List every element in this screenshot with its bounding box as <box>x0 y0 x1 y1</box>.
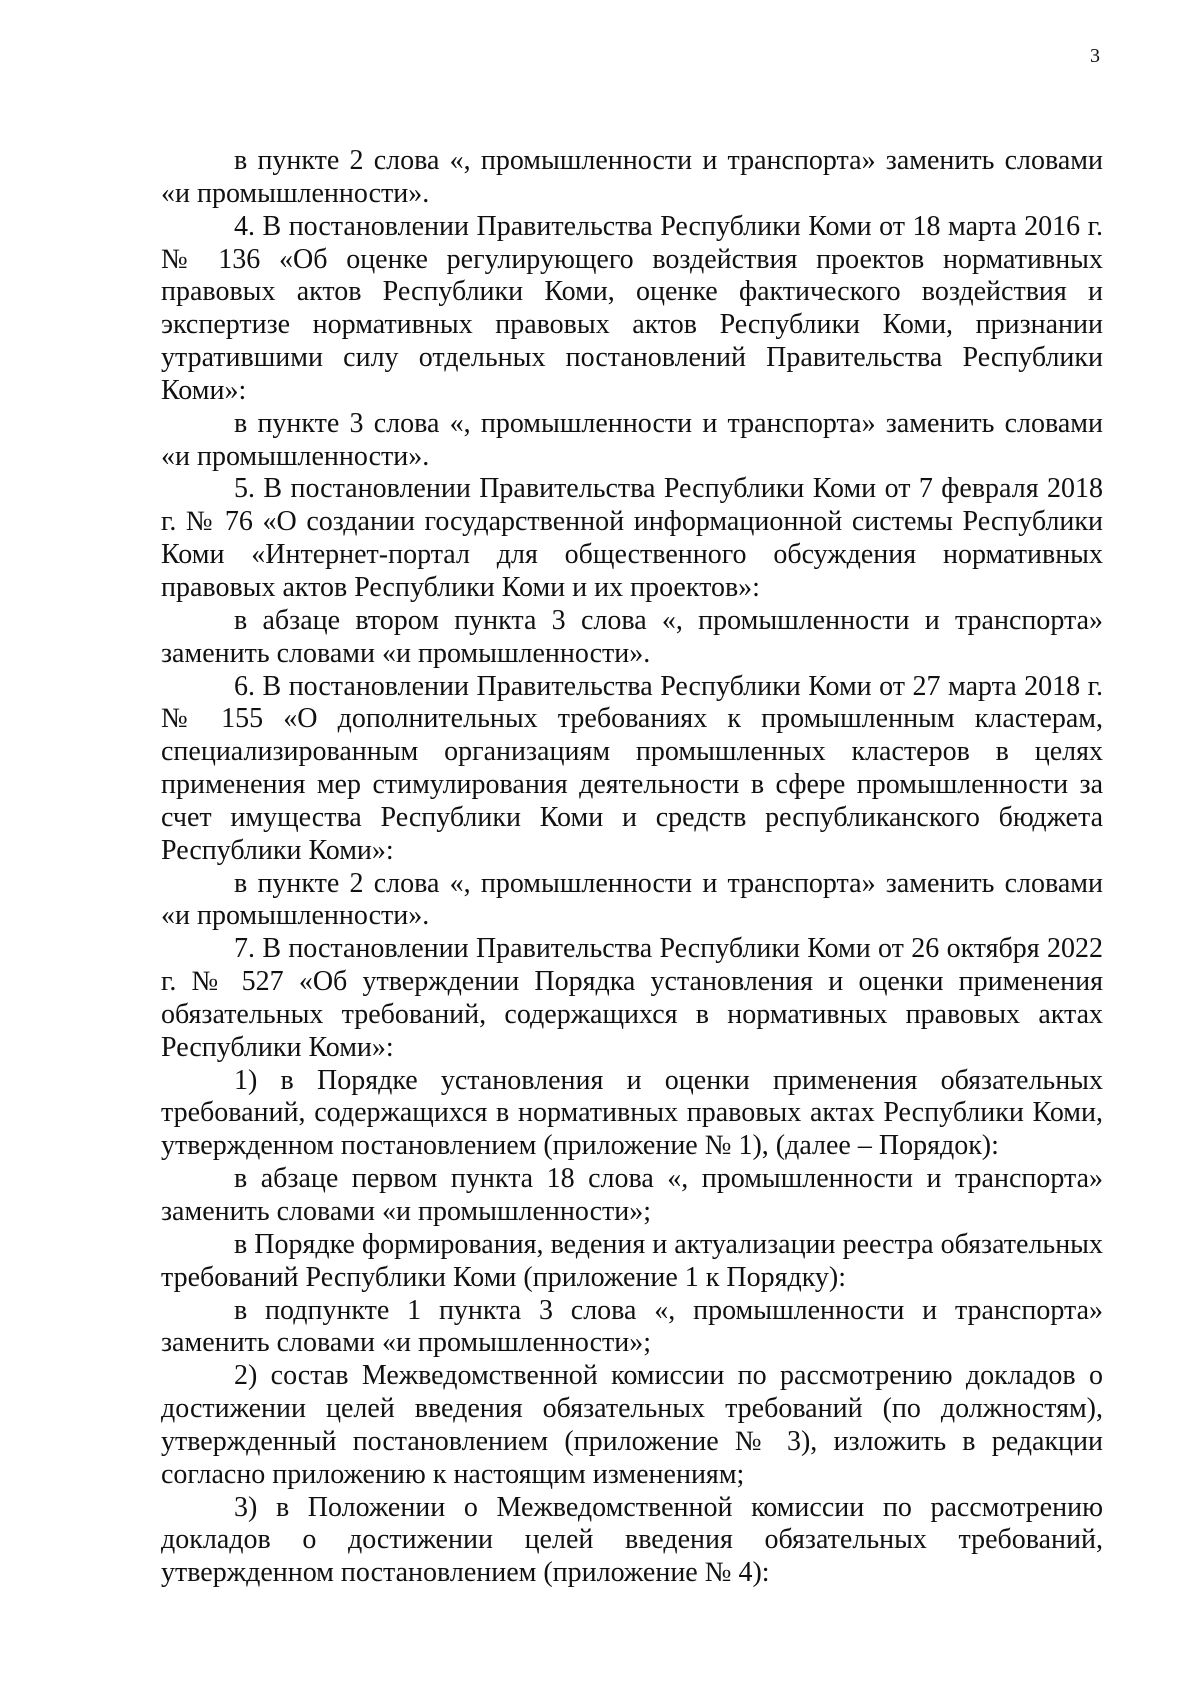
paragraph-subitem-1-amendment-a: в абзаце первом пункта 18 слова «, промышленности и транспорта» заменить словами «и промышленности»; <box>161 1163 1103 1227</box>
paragraph-subitem-1: 1) в Порядке установления и оценки применения обязательных требований, содержащихся в нормативных правовых актах Республики Коми, утвержденном постановлением (приложение № 1), (далее – Порядок): <box>161 1064 1103 1162</box>
paragraph-item-5-amendment: в абзаце втором пункта 3 слова «, промышленности и транспорта» заменить словами «и промышленности». <box>161 604 1103 669</box>
paragraph-subitem-2: 2) состав Межведомственной комиссии по рассмотрению докладов о достижении целей введения обязательных требований (по должностям), утвержденный постановлением (приложение № 3), изложить в редакции согласно приложению к настоящим изменениям; <box>161 1360 1103 1490</box>
paragraph-item-7: 7. В постановлении Правительства Республики Коми от 26 октября 2022 г. № 527 «Об утверждении Порядка установления и оценки применения обязательных требований, содержащихся в нормативных правовых актах Республики Коми»: <box>161 933 1103 1063</box>
paragraph-subitem-1-amendment-b: в подпункте 1 пункта 3 слова «, промышленности и транспорта» заменить словами «и промышленности»; <box>161 1294 1103 1359</box>
paragraph-item-6-amendment: в пункте 2 слова «, промышленности и транспорта» заменить словами «и промышленности». <box>161 867 1103 932</box>
paragraph-item-5: 5. В постановлении Правительства Республики Коми от 7 февраля 2018 г. № 76 «О создании государственной информационной системы Республики Коми «Интернет-портал для общественного обсуждения нормативных правовых актов Республики Коми и их проектов»: <box>161 473 1103 603</box>
paragraph-item-4: 4. В постановлении Правительства Республики Коми от 18 марта 2016 г. № 136 «Об оценке регулирующего воздействия проектов нормативных правовых актов Республики Коми, оценке фактического воздействия и экспертизе нормативных правовых актов Республики Коми, признании утратившими силу отдельных постановлений Правительства Республики Коми»: <box>161 210 1103 406</box>
page-number: 3 <box>1090 45 1100 67</box>
paragraph-subitem-3: 3) в Положении о Межведомственной комиссии по рассмотрению докладов о достижении целей введения обязательных требований, утвержденном постановлением (приложение № 4): <box>161 1491 1103 1589</box>
document-body <box>161 145 1103 1590</box>
paragraph-item-4-amendment: в пункте 3 слова «, промышленности и транспорта» заменить словами «и промышленности». <box>161 407 1103 472</box>
paragraph-1: в пункте 2 слова «, промышленности и транспорта» заменить словами «и промышленности». <box>161 145 1103 209</box>
paragraph-subitem-1-registry: в Порядке формирования, ведения и актуализации реестра обязательных требований Республики Коми (приложение 1 к Порядку): <box>161 1228 1103 1293</box>
paragraph-item-6: 6. В постановлении Правительства Республики Коми от 27 марта 2018 г. № 155 «О дополнительных требованиях к промышленным кластерам, специализированным организациям промышленных кластеров в целях применения мер стимулирования деятельности в сфере промышленности за счет имущества Республики Коми и средств республиканского бюджета Республики Коми»: <box>161 670 1103 866</box>
